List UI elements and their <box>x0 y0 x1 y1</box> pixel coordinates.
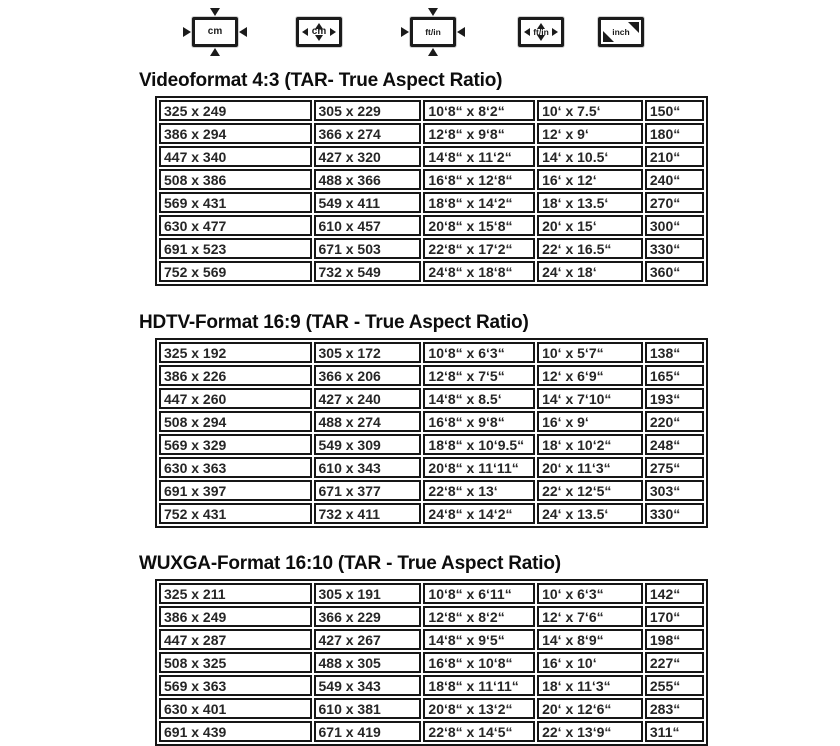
table-cell: 16‘8“ x 9‘8“ <box>423 411 535 432</box>
screen-frame-shape <box>296 17 342 47</box>
arrow-up-icon <box>428 48 438 56</box>
table-cell: 210“ <box>645 146 704 167</box>
table-cell: 508 x 294 <box>159 411 312 432</box>
table-cell: 360“ <box>645 261 704 282</box>
table-cell: 18‘ x 11‘3“ <box>537 675 643 696</box>
table-cell: 752 x 431 <box>159 503 312 524</box>
table-cell: 691 x 439 <box>159 721 312 742</box>
unit-legend <box>192 17 644 47</box>
arrow-right-icon <box>183 27 191 37</box>
table-cell: 732 x 549 <box>314 261 422 282</box>
table-cell: 569 x 363 <box>159 675 312 696</box>
screen-frame-shape <box>598 17 644 47</box>
icon-label: cm <box>311 26 327 37</box>
table-cell: 330“ <box>645 238 704 259</box>
arrow-right-icon <box>330 28 336 36</box>
table-row <box>159 652 704 673</box>
table-cell: 255“ <box>645 675 704 696</box>
section-title: HDTV-Format 16:9 (TAR - True Aspect Ratio) <box>139 312 529 333</box>
table-row <box>159 698 704 719</box>
arrow-down-icon <box>210 8 220 16</box>
table-cell: 22‘ x 13‘9“ <box>537 721 643 742</box>
table-cell: 16‘ x 10‘ <box>537 652 643 673</box>
table-row <box>159 192 704 213</box>
section-title: Videoformat 4:3 (TAR- True Aspect Ratio) <box>139 70 503 91</box>
table-cell: 150“ <box>645 100 704 121</box>
table-row <box>159 721 704 742</box>
table-cell: 549 x 309 <box>314 434 422 455</box>
size-table-16-10 <box>155 579 708 746</box>
table-cell: 630 x 477 <box>159 215 312 236</box>
arrow-right-icon <box>552 28 558 36</box>
table-cell: 270“ <box>645 192 704 213</box>
table-row <box>159 606 704 627</box>
icon-label: inch <box>612 26 630 37</box>
table-cell: 240“ <box>645 169 704 190</box>
table-cell: 20‘8“ x 11‘11“ <box>423 457 535 478</box>
table-row <box>159 261 704 282</box>
table-cell: 22‘8“ x 17‘2“ <box>423 238 535 259</box>
table-row <box>159 457 704 478</box>
section-title: WUXGA-Format 16:10 (TAR - True Aspect Ratio) <box>139 553 561 574</box>
table-cell: 427 x 267 <box>314 629 422 650</box>
table-cell: 305 x 229 <box>314 100 422 121</box>
table-cell: 569 x 431 <box>159 192 312 213</box>
table-cell: 305 x 191 <box>314 583 422 604</box>
table-cell: 24‘8“ x 18‘8“ <box>423 261 535 282</box>
table-cell: 14‘ x 10.5‘ <box>537 146 643 167</box>
table-cell: 12‘8“ x 9‘8“ <box>423 123 535 144</box>
table-cell: 12‘8“ x 8‘2“ <box>423 606 535 627</box>
table-cell: 691 x 397 <box>159 480 312 501</box>
table-cell: 366 x 229 <box>314 606 422 627</box>
viewing-area-cm-icon <box>296 17 342 47</box>
table-cell: 12‘ x 7‘6“ <box>537 606 643 627</box>
table-cell: 386 x 294 <box>159 123 312 144</box>
table-row <box>159 169 704 190</box>
table-cell: 732 x 411 <box>314 503 422 524</box>
table-row <box>159 342 704 363</box>
table-cell: 610 x 343 <box>314 457 422 478</box>
table-cell: 14‘8“ x 9‘5“ <box>423 629 535 650</box>
table-cell: 20‘ x 12‘6“ <box>537 698 643 719</box>
table-cell: 311“ <box>645 721 704 742</box>
table-cell: 549 x 343 <box>314 675 422 696</box>
table-cell: 508 x 386 <box>159 169 312 190</box>
table-cell: 630 x 401 <box>159 698 312 719</box>
table-cell: 24‘ x 18‘ <box>537 261 643 282</box>
size-table-4-3 <box>155 96 708 286</box>
arrow-left-icon <box>302 28 308 36</box>
table-cell: 18‘ x 13.5‘ <box>537 192 643 213</box>
table-cell: 610 x 457 <box>314 215 422 236</box>
table-cell: 447 x 260 <box>159 388 312 409</box>
arrow-down-icon <box>537 35 545 41</box>
table-cell: 180“ <box>645 123 704 144</box>
table-cell: 22‘8“ x 14‘5“ <box>423 721 535 742</box>
arrow-down-icon <box>428 8 438 16</box>
table-cell: 16‘ x 9‘ <box>537 411 643 432</box>
table-row <box>159 238 704 259</box>
table-cell: 24‘8“ x 14‘2“ <box>423 503 535 524</box>
table-cell: 198“ <box>645 629 704 650</box>
table-cell: 427 x 240 <box>314 388 422 409</box>
table-cell: 16‘8“ x 12‘8“ <box>423 169 535 190</box>
table-cell: 10‘ x 6‘3“ <box>537 583 643 604</box>
table-cell: 10‘8“ x 6‘11“ <box>423 583 535 604</box>
outer-dimensions-cm-icon <box>192 17 238 47</box>
arrow-left-icon <box>457 27 465 37</box>
table-cell: 325 x 211 <box>159 583 312 604</box>
table-row <box>159 675 704 696</box>
table-cell: 325 x 192 <box>159 342 312 363</box>
table-cell: 283“ <box>645 698 704 719</box>
arrow-left-icon <box>524 28 530 36</box>
table-cell: 305 x 172 <box>314 342 422 363</box>
screen-frame-shape <box>192 17 238 47</box>
viewing-area-ftin-icon <box>518 17 564 47</box>
table-cell: 22‘ x 16.5“ <box>537 238 643 259</box>
table-row <box>159 434 704 455</box>
table-cell: 18‘8“ x 11‘11“ <box>423 675 535 696</box>
table-cell: 165“ <box>645 365 704 386</box>
diagonal-inch-icon <box>598 17 644 47</box>
table-cell: 193“ <box>645 388 704 409</box>
table-row <box>159 503 704 524</box>
table-cell: 220“ <box>645 411 704 432</box>
table-cell: 20‘8“ x 13‘2“ <box>423 698 535 719</box>
table-row <box>159 215 704 236</box>
table-cell: 16‘ x 12‘ <box>537 169 643 190</box>
arrow-up-icon <box>210 48 220 56</box>
icon-label: ft/in <box>533 26 549 37</box>
table-cell: 447 x 340 <box>159 146 312 167</box>
arrow-left-icon <box>239 27 247 37</box>
table-cell: 386 x 226 <box>159 365 312 386</box>
table-cell: 275“ <box>645 457 704 478</box>
table-cell: 14‘ x 8‘9“ <box>537 629 643 650</box>
table-cell: 488 x 274 <box>314 411 422 432</box>
table-cell: 227“ <box>645 652 704 673</box>
table-cell: 366 x 274 <box>314 123 422 144</box>
icon-label: cm <box>207 26 223 37</box>
table-cell: 447 x 287 <box>159 629 312 650</box>
table-cell: 16‘8“ x 10‘8“ <box>423 652 535 673</box>
arrow-up-icon <box>315 23 323 29</box>
table-cell: 18‘8“ x 10‘9.5“ <box>423 434 535 455</box>
table-cell: 630 x 363 <box>159 457 312 478</box>
table-cell: 671 x 419 <box>314 721 422 742</box>
table-cell: 20‘ x 11‘3“ <box>537 457 643 478</box>
size-table-16-9 <box>155 338 708 528</box>
table-cell: 10‘ x 7.5‘ <box>537 100 643 121</box>
table-cell: 12‘8“ x 7‘5“ <box>423 365 535 386</box>
table-cell: 10‘ x 5‘7“ <box>537 342 643 363</box>
icon-label: ft/in <box>425 26 441 37</box>
table-cell: 549 x 411 <box>314 192 422 213</box>
table-row <box>159 629 704 650</box>
table-row <box>159 411 704 432</box>
table-cell: 12‘ x 6‘9“ <box>537 365 643 386</box>
table-cell: 752 x 569 <box>159 261 312 282</box>
section-videoformat-4-3 <box>139 70 708 286</box>
table-row <box>159 123 704 144</box>
table-cell: 300“ <box>645 215 704 236</box>
table-cell: 427 x 320 <box>314 146 422 167</box>
arrow-down-icon <box>315 35 323 41</box>
table-cell: 330“ <box>645 503 704 524</box>
table-cell: 610 x 381 <box>314 698 422 719</box>
table-cell: 18‘ x 10‘2“ <box>537 434 643 455</box>
table-cell: 22‘8“ x 13‘ <box>423 480 535 501</box>
table-cell: 18‘8“ x 14‘2“ <box>423 192 535 213</box>
table-cell: 325 x 249 <box>159 100 312 121</box>
table-row <box>159 146 704 167</box>
table-cell: 671 x 503 <box>314 238 422 259</box>
table-cell: 14‘8“ x 8.5‘ <box>423 388 535 409</box>
table-cell: 671 x 377 <box>314 480 422 501</box>
table-cell: 10‘8“ x 6‘3“ <box>423 342 535 363</box>
table-cell: 569 x 329 <box>159 434 312 455</box>
table-cell: 14‘8“ x 11‘2“ <box>423 146 535 167</box>
table-cell: 138“ <box>645 342 704 363</box>
table-cell: 20‘ x 15‘ <box>537 215 643 236</box>
table-cell: 22‘ x 12‘5“ <box>537 480 643 501</box>
table-cell: 303“ <box>645 480 704 501</box>
table-row <box>159 583 704 604</box>
table-cell: 142“ <box>645 583 704 604</box>
table-cell: 691 x 523 <box>159 238 312 259</box>
arrow-right-icon <box>401 27 409 37</box>
table-cell: 508 x 325 <box>159 652 312 673</box>
table-cell: 488 x 366 <box>314 169 422 190</box>
outer-dimensions-ftin-icon <box>410 17 456 47</box>
table-cell: 386 x 249 <box>159 606 312 627</box>
arrow-up-icon <box>537 23 545 29</box>
table-cell: 10‘8“ x 8‘2“ <box>423 100 535 121</box>
table-row <box>159 480 704 501</box>
screen-frame-shape <box>410 17 456 47</box>
table-row <box>159 365 704 386</box>
table-cell: 170“ <box>645 606 704 627</box>
table-cell: 14‘ x 7‘10“ <box>537 388 643 409</box>
table-cell: 248“ <box>645 434 704 455</box>
table-cell: 366 x 206 <box>314 365 422 386</box>
screen-frame-shape <box>518 17 564 47</box>
table-cell: 20‘8“ x 15‘8“ <box>423 215 535 236</box>
table-row <box>159 100 704 121</box>
section-wuxga-16-10 <box>139 553 708 746</box>
table-cell: 12‘ x 9‘ <box>537 123 643 144</box>
table-row <box>159 388 704 409</box>
table-cell: 488 x 305 <box>314 652 422 673</box>
section-hdtv-16-9 <box>139 312 708 528</box>
table-cell: 24‘ x 13.5‘ <box>537 503 643 524</box>
